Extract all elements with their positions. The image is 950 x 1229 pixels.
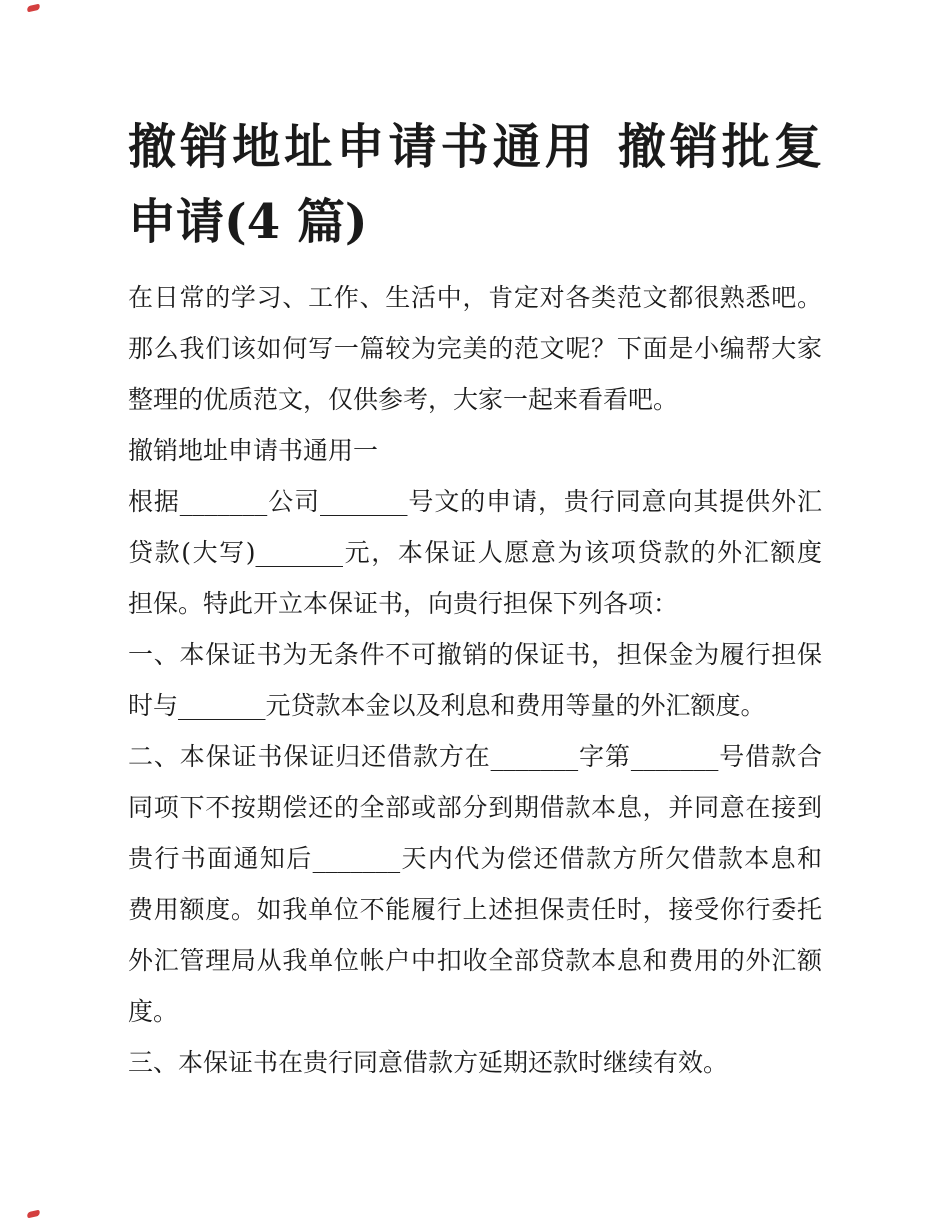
body-line: 同项下不按期偿还的全部或部分到期借款本息，并同意在接到 [128,793,822,822]
title-line-2: 申请(4 篇) [128,194,368,250]
body-line-section-heading: 撤销地址申请书通用一 [128,436,379,465]
red-pen-mark-top-icon [27,4,41,13]
title-line-1: 撤销地址申请书通用 撤销批复 [128,119,822,175]
body-line: 外汇管理局从我单位帐户中扣收全部贷款本息和费用的外汇额 [128,946,822,975]
body-line: 二、本保证书保证归还借款方在_______字第_______号借款合 [128,742,822,771]
red-pen-mark-bottom-icon [27,1210,41,1219]
body-line: 那么我们该如何写一篇较为完美的范文呢？下面是小编帮大家 [128,334,822,363]
document-body [128,272,822,1088]
body-line: 度。 [128,997,179,1026]
body-line: 费用额度。如我单位不能履行上述担保责任时，接受你行委托 [128,895,822,924]
body-line: 贷款(大写)_______元，本保证人愿意为该项贷款的外汇额度 [128,538,822,567]
body-line: 整理的优质范文，仅供参考，大家一起来看看吧。 [128,385,679,414]
body-line: 根据_______公司_______号文的申请，贵行同意向其提供外汇 [128,487,822,516]
body-line: 担保。特此开立本保证书，向贵行担保下列各项： [128,589,679,618]
body-line: 三、本保证书在贵行同意借款方延期还款时继续有效。 [128,1048,729,1077]
document-title [128,110,822,260]
body-line: 时与_______元贷款本金以及利息和费用等量的外汇额度。 [128,691,766,720]
body-line: 在日常的学习、工作、生活中，肯定对各类范文都很熟悉吧。 [128,283,822,312]
body-line: 一、本保证书为无条件不可撤销的保证书，担保金为履行担保 [128,640,822,669]
body-line: 贵行书面通知后_______天内代为偿还借款方所欠借款本息和 [128,844,822,873]
